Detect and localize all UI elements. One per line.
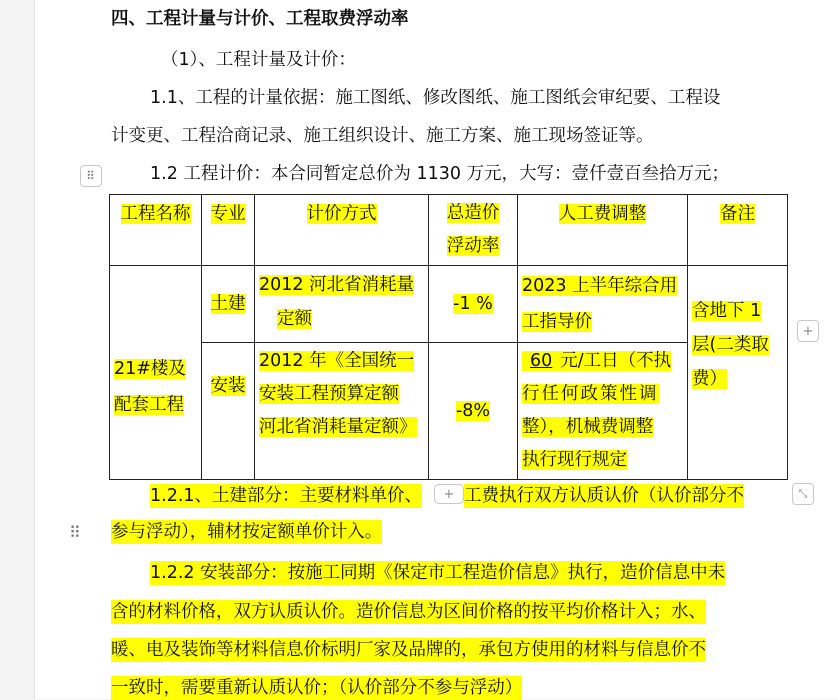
- section-heading: 四、工程计量与计价、工程取费浮动率: [111, 9, 409, 29]
- paragraph-1-2-1-line-1b: 工费执行双方认质认价（认价部分不: [464, 486, 744, 506]
- cell-rate-install: -8%: [429, 343, 518, 480]
- paragraph-1-1-line-1: 1.1、工程的计量依据：施工图纸、修改图纸、施工图纸会审纪要、工程设: [150, 88, 721, 108]
- cell-method-install: 2012 年《全国统一 安装工程预算定额 河北省消耗量定额》: [255, 343, 429, 480]
- block-handle[interactable]: [80, 165, 102, 187]
- paragraph-1-2-1-line-1a: 1.2.1、土建部分：主要材料单价、: [150, 486, 423, 506]
- drag-handle-icon: ⠿: [86, 169, 96, 183]
- cell-major-install: 安装: [202, 343, 255, 480]
- table-row: [110, 343, 788, 480]
- table-row: [110, 266, 788, 343]
- header-remark: 备注: [688, 195, 788, 266]
- cell-remark: 含地下 1 层(二类取 费）: [688, 266, 788, 480]
- drag-handle-icon[interactable]: ⠿: [69, 523, 82, 542]
- header-float-rate: 总造价 浮动率: [429, 195, 518, 266]
- header-project-name: 工程名称: [110, 195, 202, 266]
- add-row-button[interactable]: [434, 484, 464, 504]
- plus-icon: +: [802, 323, 814, 339]
- paragraph-1-2-2-line-4: 一致时，需要重新认质认价；（认价部分不参与浮动）: [111, 678, 523, 698]
- header-method: 计价方式: [255, 195, 429, 266]
- header-major: 专业: [202, 195, 255, 266]
- pricing-table: [109, 194, 788, 480]
- cell-method-civil: 2012 河北省消耗量 定额: [255, 266, 429, 343]
- paragraph-1-2: 1.2 工程计价：本合同暂定总价为 1130 万元，大写：壹仟壹百叁拾万元；: [150, 164, 730, 184]
- paragraph-1-2-2-line-3: 暖、电及装饰等材料信息价标明厂家及品牌的，承包方使用的材料与信息价不: [111, 640, 706, 660]
- plus-icon: +: [443, 486, 455, 502]
- add-column-button[interactable]: [797, 320, 819, 342]
- resize-table-button[interactable]: [792, 483, 814, 505]
- paragraph-1-2-2-line-2: 含的材料价格，双方认质认价。造价信息为区间价格的按平均价格计入；水、: [111, 602, 706, 622]
- paragraph-1-2-1-line-2: 参与浮动），辅材按定额单价计入。: [111, 522, 383, 542]
- cell-labor-install: 60 元/工日（不执 行任何政策性调 整），机械费调整 执行现行规定: [518, 343, 688, 480]
- resize-icon: ⤡: [798, 487, 808, 500]
- paragraph-1-1-line-2: 计变更、工程洽商记录、施工组织设计、施工方案、施工现场签证等。: [111, 126, 654, 146]
- table-header-row: [110, 195, 788, 266]
- subheading-pricing: （1）、工程计量及计价：: [161, 50, 356, 70]
- paragraph-1-2-2-line-1: 1.2.2 安装部分：按施工同期《保定市工程造价信息》执行，造价信息中未: [150, 563, 726, 583]
- cell-major-civil: 土建: [202, 266, 255, 343]
- header-labor-adjust: 人工费调整: [518, 195, 688, 266]
- cell-labor-civil: 2023 上半年综合用 工指导价: [518, 266, 688, 343]
- cell-rate-civil: -1 %: [429, 266, 518, 343]
- cell-project: 21#楼及 配套工程: [110, 266, 202, 480]
